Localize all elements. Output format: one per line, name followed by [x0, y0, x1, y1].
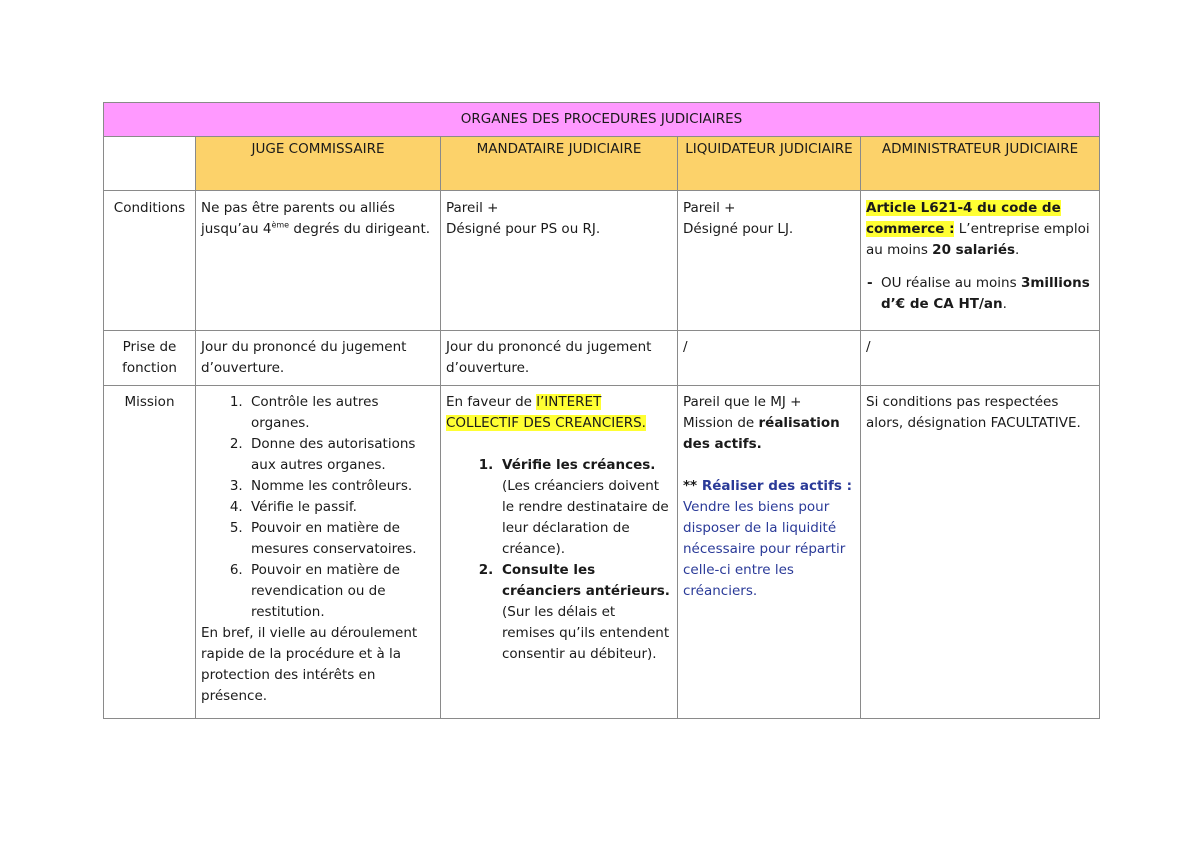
spacer — [683, 455, 855, 476]
conditions-row — [104, 191, 1100, 331]
header-row — [104, 137, 1100, 191]
mission-liquidateur-bold: réalisation des actifs. — [683, 415, 840, 452]
table-title: ORGANES DES PROCEDURES JUDICIAIRES — [104, 103, 1100, 137]
list-item: 2. Donne des autorisations aux autres organes. — [247, 434, 435, 476]
conditions-juge-text-2: degrés du dirigeant. — [289, 221, 431, 237]
prise-juge-cell: Jour du prononcé du jugement d’ouverture. — [196, 331, 441, 386]
conditions-admin-text-1: L’entreprise emploi au moins — [866, 221, 1090, 258]
mission-administrateur-cell: Si conditions pas respectées alors, désignation FACULTATIVE. — [861, 386, 1100, 719]
mission-juge-list — [201, 392, 435, 623]
header-liquidateur-judiciaire: LIQUIDATEUR JUDICIAIRE — [678, 137, 861, 191]
list-item: 6. Pouvoir en matière de revendication ou de restitution. — [247, 560, 435, 623]
conditions-admin-item-text: OU réalise au moins — [881, 275, 1021, 291]
mission-liquidateur-paragraph-2 — [683, 476, 855, 602]
list-item — [498, 560, 672, 665]
mission-juge-summary: En bref, il vielle au déroulement rapide de la procédure et à la protection des intérêts en présence. — [201, 625, 418, 704]
prise-liquidateur-cell: / — [678, 331, 861, 386]
realiser-actifs-text: Vendre les biens pour disposer de la liquidité nécessaire pour répartir celle-ci entre les créanciers. — [683, 499, 846, 599]
row-label-mission: Mission — [104, 386, 196, 719]
prise-row — [104, 331, 1100, 386]
list-item-detail: (Les créanciers doivent le rendre destinataire de leur déclaration de créance). — [502, 478, 669, 557]
mission-mandataire-list — [446, 455, 672, 665]
conditions-admin-list — [866, 273, 1094, 315]
conditions-mandataire-line-2: Désigné pour PS ou RJ. — [446, 221, 601, 237]
list-item — [498, 455, 672, 560]
realiser-actifs-label: Réaliser des actifs : — [701, 478, 853, 494]
mission-liquidateur-stars: ** — [683, 478, 702, 494]
list-item: 4. Vérifie le passif. — [247, 497, 435, 518]
row-label-conditions: Conditions — [104, 191, 196, 331]
procedures-table — [103, 102, 1100, 719]
mission-mandataire-intro: En faveur de — [446, 394, 537, 410]
spacer — [866, 261, 1094, 273]
mission-mandataire-intro-paragraph — [446, 392, 672, 434]
conditions-administrateur-paragraph — [866, 198, 1094, 261]
mission-liquidateur-text: Pareil que le MJ + Mission de — [683, 394, 802, 431]
list-item: 1. Contrôle les autres organes. — [247, 392, 435, 434]
conditions-admin-text-2: . — [1015, 242, 1020, 258]
conditions-juge-sup: ème — [271, 220, 290, 230]
mission-row — [104, 386, 1100, 719]
conditions-administrateur-cell — [861, 191, 1100, 331]
conditions-juge-cell — [196, 191, 441, 331]
conditions-liquidateur-line-1: Pareil + — [683, 200, 736, 216]
conditions-mandataire-line-1: Pareil + — [446, 200, 499, 216]
list-item: 5. Pouvoir en matière de mesures conservatoires. — [247, 518, 435, 560]
list-item-detail: (Sur les délais et remises qu’ils entendent consentir au débiteur). — [502, 604, 670, 662]
conditions-juge-text-1: Ne pas être parents ou alliés jusqu’au 4 — [201, 200, 395, 237]
conditions-admin-bold-1: 20 salariés — [932, 242, 1016, 258]
list-item-title: Consulte les créanciers antérieurs. — [502, 562, 670, 599]
header-juge-commissaire: JUGE COMMISSAIRE — [196, 137, 441, 191]
row-label-prise-de-fonction: Prise de fonction — [104, 331, 196, 386]
spacer — [446, 434, 672, 455]
conditions-admin-item-end: . — [1002, 296, 1007, 312]
list-item: 3. Nomme les contrôleurs. — [247, 476, 435, 497]
conditions-liquidateur-cell — [678, 191, 861, 331]
mission-liquidateur-paragraph-1 — [683, 392, 855, 455]
prise-administrateur-cell: / — [861, 331, 1100, 386]
article-reference: Article L621-4 du code de commerce : — [866, 200, 1061, 237]
mission-mandataire-cell — [441, 386, 678, 719]
header-mandataire-judiciaire: MANDATAIRE JUDICIAIRE — [441, 137, 678, 191]
header-administrateur-judiciaire: ADMINISTRATEUR JUDICIAIRE — [861, 137, 1100, 191]
conditions-admin-item-bold: 3millions d’€ de CA HT/an — [881, 275, 1090, 312]
prise-mandataire-cell: Jour du prononcé du jugement d’ouverture. — [441, 331, 678, 386]
list-item-title: Vérifie les créances. — [502, 457, 656, 473]
conditions-mandataire-cell — [441, 191, 678, 331]
list-item — [866, 273, 1094, 315]
title-row — [104, 103, 1100, 137]
conditions-liquidateur-line-2: Désigné pour LJ. — [683, 221, 794, 237]
mission-juge-cell — [196, 386, 441, 719]
mission-liquidateur-cell — [678, 386, 861, 719]
interet-collectif-highlight: l’INTERET COLLECTIF DES CREANCIERS. — [446, 394, 646, 431]
header-empty-cell — [104, 137, 196, 191]
